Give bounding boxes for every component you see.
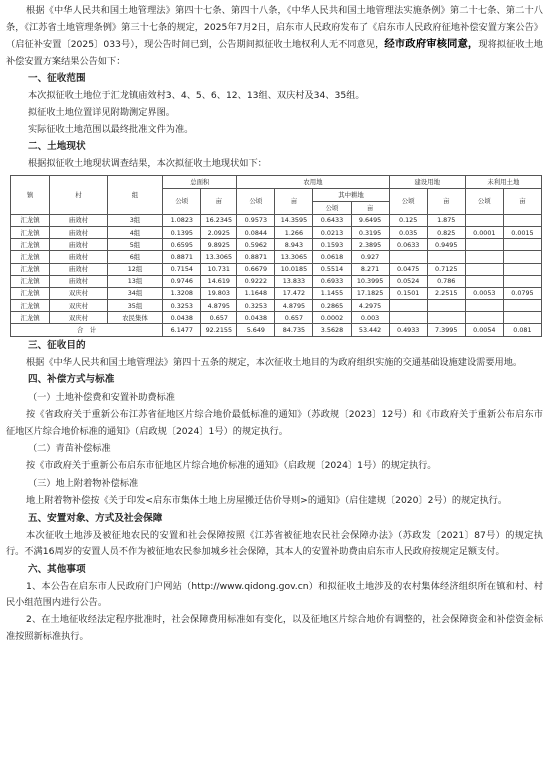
header-farmland: 农用地: [237, 175, 389, 188]
table-cell: 13.3065: [201, 251, 237, 263]
table-cell: [503, 214, 541, 226]
table-cell: 1.875: [427, 214, 465, 226]
table-cell: 0.0844: [237, 226, 275, 238]
header-construction-mu: 亩: [427, 188, 465, 214]
table-cell: 9.6495: [351, 214, 389, 226]
table-cell: 0.0002: [313, 312, 351, 324]
total-cell: 92.2155: [201, 324, 237, 336]
table-cell: 0.0633: [389, 239, 427, 251]
section-4-text-2: 按《市政府关于重新公布启东市征地区片综合地价标准的通知》（启政规〔2024〕1号）的规定执行。: [26, 460, 437, 472]
table-body: [11, 175, 542, 336]
table-cell: 汇龙镇: [11, 300, 50, 312]
table-cell: 13.833: [275, 275, 313, 287]
table-cell: 4.8795: [201, 300, 237, 312]
table-row: [11, 312, 542, 324]
table-cell: 0.9495: [427, 239, 465, 251]
section-5-title: 五、安置对象、方式及社会保障: [28, 512, 163, 524]
table-cell: 汇龙镇: [11, 214, 50, 226]
table-cell: 34组: [107, 287, 163, 299]
section-4-text-3: 地上附着物补偿按《关于印发<启东市集体土地上房屋搬迁估价导则>的通知》（启住建规〔2020〕2号）的规定执行。: [26, 495, 508, 506]
table-cell: 4组: [107, 226, 163, 238]
table-cell: 0.6679: [237, 263, 275, 275]
table-cell: 1.3208: [163, 287, 201, 299]
table-cell: 0.0053: [465, 287, 503, 299]
table-cell: 0.1395: [163, 226, 201, 238]
header-total-mu: 亩: [201, 188, 237, 214]
table-cell: 汇龙镇: [11, 275, 50, 287]
table-cell: 0.1593: [313, 239, 351, 251]
table-cell: [465, 239, 503, 251]
table-cell: 0.003: [351, 312, 389, 324]
total-cell: 5.649: [237, 324, 275, 336]
total-cell: 7.3995: [427, 324, 465, 336]
table-cell: 10.3995: [351, 275, 389, 287]
table-cell: 0.3195: [351, 226, 389, 238]
table-cell: 双庆村: [50, 287, 108, 299]
table-cell: 13.3065: [275, 251, 313, 263]
total-cell: 3.5628: [313, 324, 351, 336]
table-cell: [389, 251, 427, 263]
section-5-text: 本次征收土地涉及被征地农民的安置和社会保障按照《江苏省被征地农民社会保障办法》（苏政发〔2021〕87号）的规定执行。不满16周岁的安置人员不作为被征地农民参加城乡社会保障，其本人的安置补助费由启东市人民政府按规定足额支付。: [6, 529, 543, 558]
header-farm-mu: 亩: [275, 188, 313, 214]
table-cell: 19.803: [201, 287, 237, 299]
header-cun: 村: [50, 175, 108, 214]
table-cell: 双庆村: [50, 312, 108, 324]
table-cell: [465, 251, 503, 263]
total-cell: 6.1477: [163, 324, 201, 336]
total-label: 合 计: [11, 324, 163, 336]
table-cell: 0.0015: [503, 226, 541, 238]
table-cell: 庙效村: [50, 251, 108, 263]
section-4-sub-2: （二）青苗补偿标准: [28, 443, 111, 455]
section-3-text: 根据《中华人民共和国土地管理法》第四十五条的规定，本次征收土地目的为政府组织实施的交通基础设施建设需要用地。: [26, 356, 523, 368]
header-total-ha: 公顷: [163, 188, 201, 214]
table-cell: 0.6595: [163, 239, 201, 251]
total-cell: 0.0054: [465, 324, 503, 336]
table-cell: 0.927: [351, 251, 389, 263]
header-zhen: 镇: [11, 175, 50, 214]
table-cell: 0.657: [201, 312, 237, 324]
section-4-sub-3: （三）地上附着物补偿标准: [28, 478, 139, 489]
table-cell: 0.0438: [163, 312, 201, 324]
table-cell: 0.657: [275, 312, 313, 324]
table-cell: 0.0795: [503, 287, 541, 299]
table-cell: 0.7125: [427, 263, 465, 275]
intro-text-2: 现将拟征收土地补偿安置方案结果公告如下：: [6, 39, 543, 67]
table-row: [11, 263, 542, 275]
table-cell: 汇龙镇: [11, 312, 50, 324]
header-unused: 未利用土地: [465, 175, 541, 188]
table-cell: 农民集体: [107, 312, 163, 324]
intro-paragraph: [6, 3, 543, 70]
table-cell: [389, 312, 427, 324]
table-total-row: [11, 324, 542, 336]
table-cell: 4.8795: [275, 300, 313, 312]
table-cell: 10.731: [201, 263, 237, 275]
table-cell: [465, 312, 503, 324]
table-cell: [465, 214, 503, 226]
table-cell: 6组: [107, 251, 163, 263]
table-cell: 0.786: [427, 275, 465, 287]
table-row: [11, 214, 542, 226]
table-cell: 庙效村: [50, 214, 108, 226]
header-zu: 组: [107, 175, 163, 214]
table-cell: 0.8871: [237, 251, 275, 263]
table-cell: 汇龙镇: [11, 287, 50, 299]
table-cell: 10.0185: [275, 263, 313, 275]
table-row: [11, 239, 542, 251]
section-1-line-3: 实际征收土地范围以最终批准文件为准。: [28, 123, 194, 135]
table-cell: 1.0823: [163, 214, 201, 226]
table-cell: 5组: [107, 239, 163, 251]
land-status-table: [10, 175, 542, 337]
section-1-line-2: 拟征收土地位置详见附勘测定界图。: [28, 106, 175, 118]
section-4-sub-1: （一）土地补偿费和安置补助费标准: [28, 392, 175, 404]
table-cell: 0.6433: [313, 214, 351, 226]
table-cell: 4.2975: [351, 300, 389, 312]
table-cell: 0.825: [427, 226, 465, 238]
section-2-intro: 根据拟征收土地现状调查结果，本次拟征收土地现状如下：: [28, 158, 267, 170]
table-cell: 0.7154: [163, 263, 201, 275]
table-cell: 0.1501: [389, 287, 427, 299]
total-cell: 0.4933: [389, 324, 427, 336]
table-cell: [503, 312, 541, 324]
table-cell: 17.472: [275, 287, 313, 299]
intro-text-1: 根据《中华人民共和国土地管理法》第四十七条、第四十八条，《中华人民共和国土地管理法实施条例》第二十七条、第二十八条，《江苏省土地管理条例》第三十七条的规定，2025年7月2日，启东市人民政府发布了《启东市人民政府征地补偿安置方案公告》（启征补安置〔2025〕033号），现公告时间已到，公告期间拟征收土地权利人无不同意见，: [6, 5, 543, 51]
table-row: [11, 226, 542, 238]
table-cell: 3组: [107, 214, 163, 226]
table-cell: [465, 275, 503, 287]
table-cell: [503, 300, 541, 312]
section-6-title: 六、其他事项: [28, 563, 86, 575]
table-cell: 汇龙镇: [11, 226, 50, 238]
header-farm-ha: 公顷: [237, 188, 275, 214]
table-cell: 汇龙镇: [11, 263, 50, 275]
section-6-item-2: 2、在土地征收经法定程序批准时，社会保障费用标准如有变化，以及征地区片综合地价有调整的，社会保障资金和补偿资金标准按照新标准执行。: [6, 613, 543, 642]
section-1-line-1: 本次拟征收土地位于汇龙镇庙效村3、4、5、6、12、13组、双庆村及34、35组。: [28, 90, 365, 102]
total-cell: 53.442: [351, 324, 389, 336]
table-cell: 庙效村: [50, 275, 108, 287]
table-cell: 35组: [107, 300, 163, 312]
table-cell: [427, 251, 465, 263]
table-cell: 0.125: [389, 214, 427, 226]
table-cell: [503, 239, 541, 251]
table-cell: 0.9222: [237, 275, 275, 287]
table-cell: 0.0438: [237, 312, 275, 324]
table-row: [11, 300, 542, 312]
table-cell: [427, 300, 465, 312]
table-cell: 8.271: [351, 263, 389, 275]
table-cell: 0.5962: [237, 239, 275, 251]
table-cell: 0.5514: [313, 263, 351, 275]
table-cell: [503, 275, 541, 287]
table-cell: [389, 300, 427, 312]
intro-highlight: 经市政府审核同意，: [384, 38, 479, 51]
table-cell: 0.6933: [313, 275, 351, 287]
table-cell: 0.2865: [313, 300, 351, 312]
table-cell: 0.0475: [389, 263, 427, 275]
table-cell: 9.8925: [201, 239, 237, 251]
table-cell: 庙效村: [50, 263, 108, 275]
table-cell: 0.9573: [237, 214, 275, 226]
table-cell: [465, 263, 503, 275]
table-cell: 汇龙镇: [11, 239, 50, 251]
table-cell: 8.943: [275, 239, 313, 251]
header-total-area: 总面积: [163, 175, 237, 188]
table-cell: 0.0001: [465, 226, 503, 238]
table-cell: 14.619: [201, 275, 237, 287]
table-cell: 0.3253: [237, 300, 275, 312]
table-cell: 2.2515: [427, 287, 465, 299]
table-cell: 0.3253: [163, 300, 201, 312]
table-cell: [503, 263, 541, 275]
table-cell: 1.266: [275, 226, 313, 238]
table-cell: 1.1648: [237, 287, 275, 299]
table-header-row-1: [11, 175, 542, 188]
table-cell: [503, 251, 541, 263]
table-cell: 庙效村: [50, 226, 108, 238]
header-unused-mu: 亩: [503, 188, 541, 214]
table-cell: 14.3595: [275, 214, 313, 226]
table-cell: 16.2345: [201, 214, 237, 226]
section-3-title: 三、征收目的: [28, 339, 86, 351]
table-row: [11, 287, 542, 299]
table-cell: 0.035: [389, 226, 427, 238]
table-cell: 0.8871: [163, 251, 201, 263]
table-cell: 0.0213: [313, 226, 351, 238]
section-4-title: 四、补偿方式与标准: [28, 374, 115, 386]
table-cell: 13组: [107, 275, 163, 287]
total-cell: 0.081: [503, 324, 541, 336]
section-6-item-1: 1、本公告在启东市人民政府门户网站（http://www.qidong.gov.cn）和拟征收土地涉及的农村集体经济组织所在镇和村、村民小组范围内进行公告。: [6, 580, 543, 609]
table-cell: 2.3895: [351, 239, 389, 251]
table-cell: 17.1825: [351, 287, 389, 299]
header-construction: 建设用地: [389, 175, 465, 188]
table-cell: 0.9746: [163, 275, 201, 287]
table-cell: 汇龙镇: [11, 251, 50, 263]
section-2-title: 二、土地现状: [28, 141, 86, 153]
table-cell: 双庆村: [50, 300, 108, 312]
section-1-title: 一、征收范围: [28, 73, 86, 85]
table-cell: 0.0618: [313, 251, 351, 263]
header-construction-ha: 公顷: [389, 188, 427, 214]
table-row: [11, 275, 542, 287]
header-arable-ha: 公顷: [313, 201, 351, 214]
table-cell: 12组: [107, 263, 163, 275]
table-cell: 2.0925: [201, 226, 237, 238]
section-4-text-1: 按《省政府关于重新公布江苏省征地区片综合地价最低标准的通知》（苏政规〔2023〕12号）和《市政府关于重新公布启东市征地区片综合地价标准的通知》（启政规〔2024〕1号）的规定执行。: [6, 409, 543, 437]
table-cell: [427, 312, 465, 324]
table-cell: 0.0524: [389, 275, 427, 287]
table-cell: [465, 300, 503, 312]
total-cell: 84.735: [275, 324, 313, 336]
table-cell: 1.1455: [313, 287, 351, 299]
table-cell: 庙效村: [50, 239, 108, 251]
table-row: [11, 251, 542, 263]
header-arable-mu: 亩: [351, 201, 389, 214]
header-unused-ha: 公顷: [465, 188, 503, 214]
header-arable: 其中耕地: [313, 188, 389, 201]
